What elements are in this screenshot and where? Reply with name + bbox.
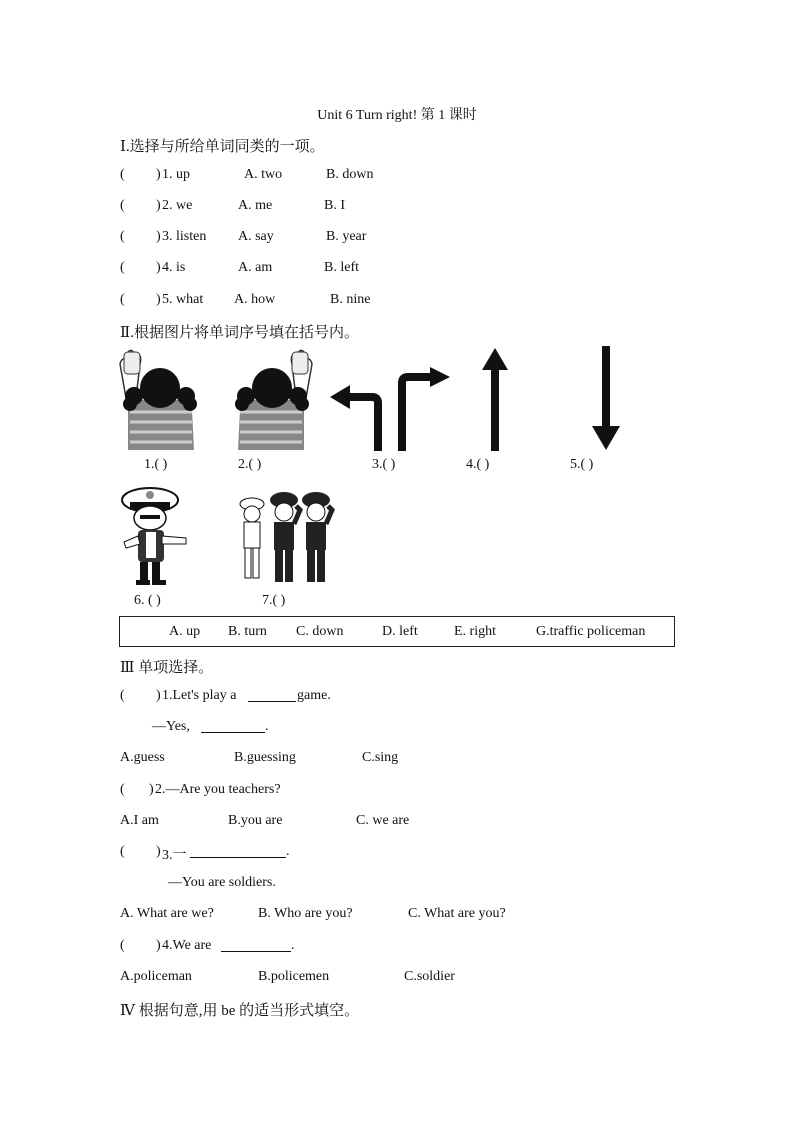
part3-heading: Ⅲ 单项选择。 (120, 660, 214, 676)
option-c: C.sing (362, 750, 399, 765)
picture-label-4[interactable]: 4.( ) (466, 457, 490, 472)
answer-paren-open[interactable]: ( (120, 167, 125, 182)
option-c: C. we are (356, 813, 410, 828)
part1-heading: Ⅰ.选择与所给单词同类的一项。 (120, 139, 325, 155)
question-word: 1. up (162, 167, 190, 182)
option-a: A.policeman (120, 969, 192, 984)
word-bank-item: E. right (454, 624, 496, 639)
answer-paren-open[interactable]: ( (120, 292, 125, 307)
option-b: B. down (326, 167, 374, 182)
answer-paren-close: ) (156, 198, 161, 213)
answer-paren-close: ) (156, 260, 161, 275)
answer-paren-open[interactable]: ( (120, 229, 125, 244)
girl-raising-hand-image (118, 350, 200, 452)
option-c: C. What are you? (408, 906, 506, 921)
part4-heading: Ⅳ 根据句意,用 be 的适当形式填空。 (120, 1003, 360, 1019)
page-title: Unit 6 Turn right! 第 1 课时 (317, 108, 477, 123)
answer-paren-open[interactable]: ( (120, 844, 125, 859)
answer-paren-open[interactable]: ( (120, 938, 125, 953)
fill-blank[interactable] (248, 689, 296, 702)
picture-label-6[interactable]: 6. ( ) (134, 593, 161, 608)
policemen-saluting-image (238, 490, 334, 586)
option-a: A.guess (120, 750, 165, 765)
picture-label-3[interactable]: 3.( ) (372, 457, 396, 472)
question-word: 3. listen (162, 229, 207, 244)
word-bank-item: A. up (169, 624, 201, 639)
picture-label-5[interactable]: 5.( ) (570, 457, 594, 472)
reply-text: —You are soldiers. (168, 875, 276, 890)
word-bank-box (119, 616, 675, 647)
option-c: C.soldier (404, 969, 455, 984)
option-a: A.I am (120, 813, 159, 828)
down-arrow-icon (592, 346, 620, 450)
answer-paren-close: ) (156, 938, 161, 953)
option-b: B. year (326, 229, 367, 244)
question-word: 2. we (162, 198, 193, 213)
question-word: 4. is (162, 260, 186, 275)
answer-paren-close: ) (149, 782, 154, 797)
option-b: B.policemen (258, 969, 330, 984)
question-text: 1.Let's play a (162, 688, 237, 703)
answer-paren-open[interactable]: ( (120, 782, 125, 797)
answer-paren-close: ) (156, 844, 161, 859)
picture-label-2[interactable]: 2.( ) (238, 457, 262, 472)
question-text: 2.—Are you teachers? (155, 782, 281, 797)
option-a: A. say (238, 229, 274, 244)
answer-paren-close: ) (156, 688, 161, 703)
word-bank-item: B. turn (228, 624, 267, 639)
word-bank-item: C. down (296, 624, 344, 639)
question-text: . (286, 844, 290, 859)
answer-paren-open[interactable]: ( (120, 688, 125, 703)
option-b: B. nine (330, 292, 371, 307)
option-b: B. Who are you? (258, 906, 353, 921)
option-a: A. two (244, 167, 283, 182)
picture-label-1[interactable]: 1.( ) (144, 457, 168, 472)
option-a: A. What are we? (120, 906, 214, 921)
answer-paren-close: ) (156, 292, 161, 307)
option-a: A. me (238, 198, 273, 213)
word-bank-item: G.traffic policeman (536, 624, 646, 639)
option-b: B.guessing (234, 750, 296, 765)
option-a: A. am (238, 260, 273, 275)
answer-paren-close: ) (156, 229, 161, 244)
girl-raising-hand-image (232, 350, 314, 452)
option-a: A. how (234, 292, 276, 307)
word-bank-item: D. left (382, 624, 418, 639)
option-b: B. I (324, 198, 345, 213)
answer-paren-close: ) (156, 167, 161, 182)
question-text: 3.一 (162, 848, 187, 863)
traffic-policeman-image (116, 482, 190, 586)
up-arrow-icon (482, 348, 508, 451)
question-word: 5. what (162, 292, 204, 307)
question-text: . (291, 938, 295, 953)
turn-left-arrow-icon (330, 385, 386, 451)
part2-heading: Ⅱ.根据图片将单词序号填在括号内。 (120, 325, 359, 341)
fill-blank[interactable] (201, 720, 265, 733)
fill-blank[interactable] (221, 939, 291, 952)
fill-blank[interactable] (190, 845, 286, 858)
question-text: 4.We are (162, 938, 212, 953)
answer-paren-open[interactable]: ( (120, 260, 125, 275)
reply-text: —Yes, (152, 719, 190, 734)
reply-text: . (265, 719, 269, 734)
answer-paren-open[interactable]: ( (120, 198, 125, 213)
question-text: game. (297, 688, 331, 703)
option-b: B.you are (228, 813, 283, 828)
option-b: B. left (324, 260, 359, 275)
picture-label-7[interactable]: 7.( ) (262, 593, 286, 608)
turn-right-arrow-icon (394, 367, 450, 451)
